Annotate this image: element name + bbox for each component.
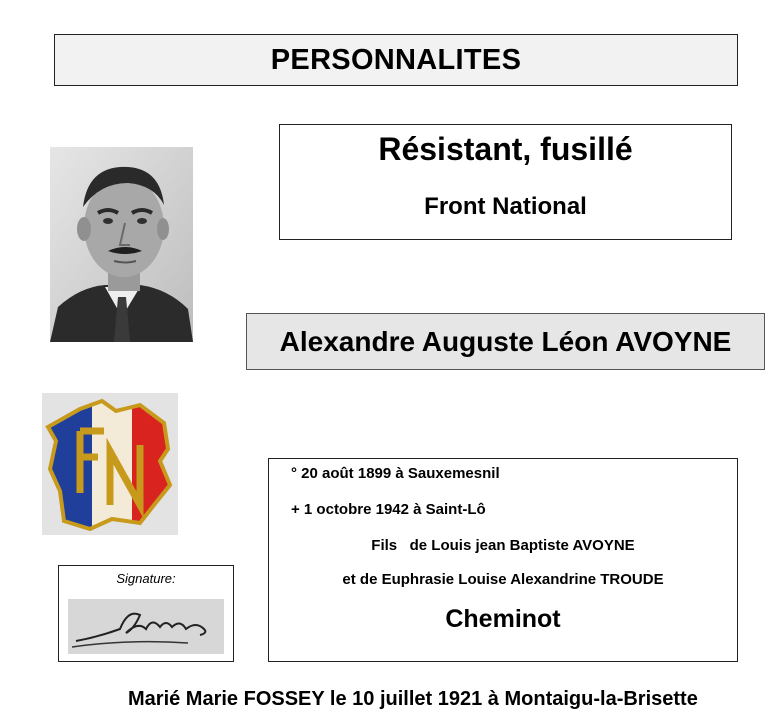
occupation: Cheminot <box>445 605 561 633</box>
role-box <box>279 124 732 240</box>
death-info: + 1 octobre 1942 à Saint-Lô <box>291 501 486 518</box>
front-national-pin-image <box>42 393 178 535</box>
signature-image <box>68 599 224 654</box>
person-name: Alexandre Auguste Léon AVOYNE <box>246 313 765 370</box>
mother-info: et de Euphrasie Louise Alexandrine TROUDE <box>342 571 664 588</box>
signature-label: Signature: <box>116 571 176 586</box>
page-title: PERSONNALITES <box>54 34 738 86</box>
father-info: Fils de Louis jean Baptiste AVOYNE <box>371 537 635 554</box>
birth-info: ° 20 août 1899 à Sauxemesnil <box>291 465 500 482</box>
organization-name: Front National <box>424 193 587 220</box>
signature-box <box>58 565 234 662</box>
marriage-info: Marié Marie FOSSEY le 10 juillet 1921 à Montaigu-la-Brisette <box>128 688 698 710</box>
portrait-photo <box>50 147 193 342</box>
biography-details <box>268 458 738 662</box>
role-title: Résistant, fusillé <box>378 131 633 167</box>
